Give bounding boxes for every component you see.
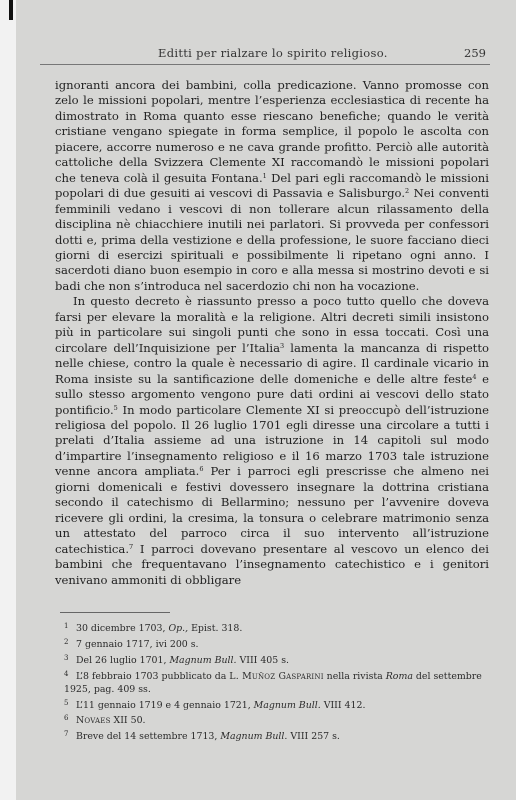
footnote — [64, 728, 484, 744]
footnote-number: 6 — [64, 714, 69, 723]
paragraph — [55, 294, 489, 588]
footnote-text: Magnum Bull. — [253, 699, 321, 711]
footnote-text: del settembre 1925, pag. 409 ss. — [64, 670, 482, 695]
paragraph-text: e sullo stesso argomento vengono pure dati ordini ai vescovi dello stato pontificio. — [55, 371, 490, 417]
footnote-ref: 3 — [280, 341, 285, 350]
paragraph-text: I parroci dovevano presentare al vescovo un elenco dei bambini che frequentavano l’insegnamento catechistico e i genitori venivano ammoniti di obbligare — [55, 541, 489, 587]
footnote-text: Roma — [385, 670, 413, 682]
footnote-text: Magnum Bull. — [169, 654, 237, 666]
footnote-number: 7 — [64, 730, 69, 739]
footnote-number: 2 — [64, 637, 69, 646]
footnote-text: 7 gennaio 1717, ivi 200 s. — [76, 638, 199, 650]
footnote-text: Novaes — [76, 715, 111, 727]
paragraph-text: In modo particolare Clemente XI si preoccupò dell’istruzione religiosa del popolo. Il 26 luglio 1701 egli diresse una circolare a tutti i prelati d’Italia assieme ad una istruzione in 14 capitoli sul modo d’impartire l’insegnamento religioso e il 16 marzo 1703 tale istruzione venne ancora ampliata. — [55, 402, 489, 479]
footnote-number: 1 — [64, 622, 69, 630]
footnote-ref: 7 — [129, 542, 134, 551]
footnote-text: XII 50. — [110, 715, 146, 727]
paragraph — [55, 78, 489, 294]
paragraph-text: Per i parroci egli prescrisse che almeno nei giorni domenicali e festivi dovessero insegnare la dottrina cristiana secondo il catechismo di Bellarmino; nessuno per l’avvenire doveva ricevere gli ordini, la cresima, la tonsura o celebrare matrimonio senza un attestato del parroco circa il suo intervento all’istruzione catechistica. — [55, 464, 490, 556]
footnote-text: Breve del 14 settembre 1713, — [76, 731, 221, 743]
page-number: 259 — [464, 46, 486, 60]
footnote — [64, 636, 484, 652]
running-title: Editti per rialzare lo spirito religioso. — [158, 46, 388, 60]
paragraph-text: Del pari egli raccomandò le missioni popolari di due gesuiti ai vescovi di Passavia e Salisburgo. — [55, 170, 489, 201]
footnote-ref: 1 — [262, 171, 267, 180]
footnote-number: 5 — [64, 698, 69, 707]
page-left-margin — [0, 0, 16, 800]
footnote-text: nella rivista — [323, 670, 386, 682]
header-rule — [40, 64, 490, 65]
footnote — [64, 697, 484, 713]
footnote-text: VIII 257 s. — [287, 731, 340, 743]
footnote-text: Op., — [168, 623, 189, 634]
paragraph-text: In questo decreto è riassunto presso a poco tutto quello che doveva farsi per elevare la moralità e la religione. Altri decreti simili insistono più in particolare sui singoli punti che sono in essa toccati. Così una circolare dell’Inquisizione per l’Italia — [55, 294, 489, 355]
footnote-ref: 4 — [472, 372, 477, 381]
footnote-ref: 2 — [405, 187, 410, 196]
footnote — [64, 712, 484, 728]
footnote-text: Del 26 luglio 1701, — [76, 654, 170, 666]
footnote-text: Epist. 318. — [188, 623, 243, 634]
paragraph-text: Nei conventi femminili vedano i vescovi di non tollerare alcun rilassamento della disciplina nè chiacchiere inutili nei parlatori. Si provveda per confessori dotti e, prima della vestizione e della professione, le suore facciano dieci giorni di esercizi spirituali e possibilmente li ripetano ogni anno. I sacerdoti diano buon esempio in coro e alla messa si mostrino devoti e si badi che non s’introduca nel sacerdozio chi non ha vocazione. — [55, 186, 489, 293]
footnote — [64, 620, 484, 636]
body-text — [55, 78, 489, 588]
paragraph-text: lamenta la mancanza di rispetto nelle chiese, contro la quale è necessario di agire. Il cardinale vicario in Roma insiste su la santificazione delle domeniche e delle altre feste — [55, 340, 489, 386]
footnote-text: L. Muñoz Gasparini — [229, 670, 324, 682]
footnote-rule — [60, 612, 170, 613]
page-header — [40, 44, 490, 64]
footnote-text: Magnum Bull. — [220, 731, 288, 743]
footnote-text: L’11 gennaio 1719 e 4 gennaio 1721, — [76, 699, 254, 711]
binding-mark — [9, 0, 13, 20]
footnote-text: 30 dicembre 1703, — [76, 623, 169, 634]
footnote — [64, 668, 484, 697]
footnote-ref: 6 — [199, 465, 204, 474]
footnote-number: 3 — [64, 653, 69, 662]
footnote-text: VIII 405 s. — [236, 654, 289, 666]
footnote-number: 4 — [64, 669, 69, 678]
footnote-ref: 5 — [113, 403, 118, 412]
paragraph-text: ignoranti ancora dei bambini, colla predicazione. Vanno promosse con zelo le missioni popolari, mentre l’esperienza ecclesiastica di recente ha dimostrato in Roma quanto esse riescano benefiche; quando le verità cristiane vengano spiegate in forma semplice, il popolo le ascolta con piacere, accorre numeroso e ne cava grande profitto. Perciò alle autorità cattoliche della Svizzera Clemente XI raccomandò le missioni popolari che teneva colà il gesuita Fontana. — [55, 78, 489, 185]
footnote-text: L’8 febbraio 1703 pubblicato da — [76, 670, 230, 682]
footnote-text: VIII 412. — [320, 699, 366, 711]
footnotes — [64, 620, 484, 744]
footnote — [64, 652, 484, 668]
